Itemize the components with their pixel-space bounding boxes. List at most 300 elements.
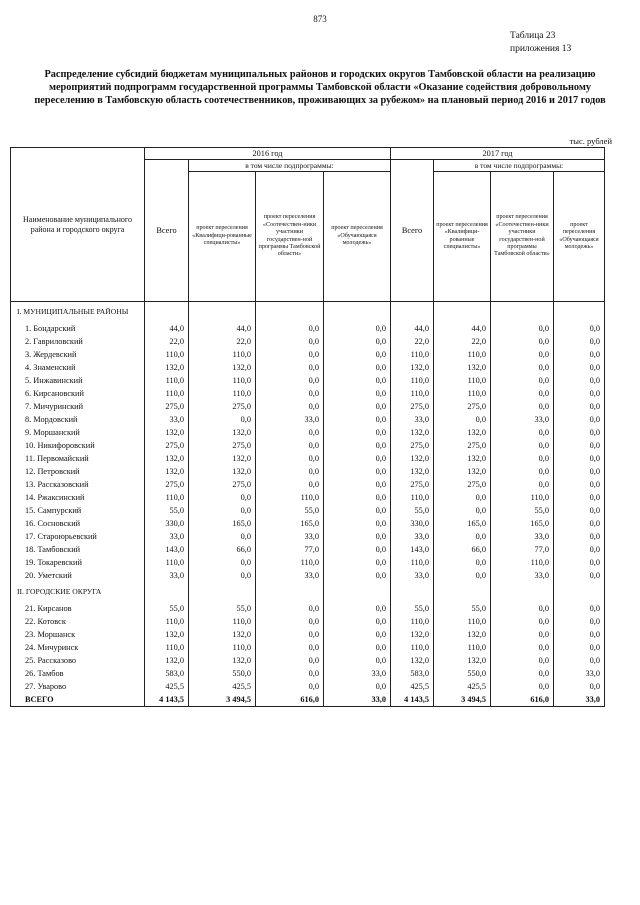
row-name: 9. Моршанский	[11, 426, 145, 439]
value-cell: 0,0	[256, 400, 324, 413]
row-name: 25. Рассказово	[11, 654, 145, 667]
value-cell: 0,0	[256, 654, 324, 667]
header-total-2017: Всего	[391, 160, 434, 302]
value-cell: 0,0	[324, 504, 391, 517]
value-cell: 330,0	[391, 517, 434, 530]
value-cell: 77,0	[491, 543, 554, 556]
value-cell: 0,0	[256, 602, 324, 615]
value-cell: 110,0	[391, 348, 434, 361]
empty-cell	[256, 302, 324, 323]
header-name-column: Наименование муниципального района и городского округа	[11, 148, 145, 302]
value-cell: 132,0	[145, 452, 189, 465]
table-row	[11, 628, 605, 641]
value-cell: 132,0	[434, 465, 491, 478]
value-cell: 0,0	[491, 452, 554, 465]
header-incl-2017: в том числе подпрограммы:	[434, 160, 605, 172]
table-row	[11, 641, 605, 654]
value-cell: 0,0	[256, 452, 324, 465]
empty-cell	[434, 302, 491, 323]
value-cell: 275,0	[145, 439, 189, 452]
value-cell: 0,0	[554, 530, 605, 543]
value-cell: 0,0	[324, 654, 391, 667]
value-cell: 110,0	[434, 348, 491, 361]
value-cell: 0,0	[554, 680, 605, 693]
value-cell: 132,0	[434, 628, 491, 641]
row-name: 11. Первомайский	[11, 452, 145, 465]
value-cell: 550,0	[189, 667, 256, 680]
value-cell: 132,0	[434, 361, 491, 374]
value-cell: 0,0	[554, 628, 605, 641]
value-cell: 110,0	[391, 615, 434, 628]
value-cell: 110,0	[391, 556, 434, 569]
table-ref-line2: приложения 13	[510, 44, 572, 54]
value-cell: 0,0	[554, 348, 605, 361]
empty-cell	[189, 302, 256, 323]
value-cell: 44,0	[189, 322, 256, 335]
value-cell: 132,0	[391, 361, 434, 374]
row-name: 26. Тамбов	[11, 667, 145, 680]
value-cell: 0,0	[491, 374, 554, 387]
header-sub1-2017: проект переселения «Квалифици-рованные специалисты»	[434, 172, 491, 302]
value-cell: 0,0	[324, 452, 391, 465]
value-cell: 275,0	[189, 439, 256, 452]
value-cell: 0,0	[554, 465, 605, 478]
value-cell: 0,0	[324, 491, 391, 504]
value-cell: 0,0	[554, 478, 605, 491]
value-cell: 275,0	[145, 400, 189, 413]
value-cell: 110,0	[434, 374, 491, 387]
value-cell: 275,0	[391, 439, 434, 452]
value-cell: 33,0	[491, 530, 554, 543]
value-cell: 110,0	[145, 641, 189, 654]
value-cell: 0,0	[324, 374, 391, 387]
value-cell: 33,0	[554, 667, 605, 680]
value-cell: 0,0	[491, 615, 554, 628]
empty-cell	[391, 582, 434, 602]
value-cell: 0,0	[324, 556, 391, 569]
value-cell: 425,5	[145, 680, 189, 693]
value-cell: 0,0	[189, 530, 256, 543]
value-cell: 77,0	[256, 543, 324, 556]
value-cell: 0,0	[324, 602, 391, 615]
value-cell: 132,0	[189, 628, 256, 641]
row-name: 7. Мичуринский	[11, 400, 145, 413]
row-name: 6. Кирсановский	[11, 387, 145, 400]
value-cell: 0,0	[256, 667, 324, 680]
value-cell: 275,0	[189, 400, 256, 413]
section-label: II. ГОРОДСКИЕ ОКРУГА	[11, 582, 145, 602]
title-line2: мероприятий подпрограмм государственной программы Тамбовской области «Оказание содействия добровольному	[48, 82, 592, 93]
value-cell: 0,0	[554, 439, 605, 452]
value-cell: 132,0	[434, 654, 491, 667]
value-cell: 0,0	[491, 361, 554, 374]
row-name: 19. Токаревский	[11, 556, 145, 569]
header-sub1-2016: проект переселения «Квалифици-рованные специалисты»	[189, 172, 256, 302]
value-cell: 0,0	[434, 413, 491, 426]
value-cell: 165,0	[434, 517, 491, 530]
value-cell: 44,0	[145, 322, 189, 335]
value-cell: 0,0	[491, 654, 554, 667]
value-cell: 132,0	[189, 361, 256, 374]
value-cell: 0,0	[434, 556, 491, 569]
row-name: 27. Уварово	[11, 680, 145, 693]
value-cell: 132,0	[145, 426, 189, 439]
value-cell: 0,0	[491, 478, 554, 491]
value-cell: 22,0	[189, 335, 256, 348]
value-cell: 0,0	[554, 569, 605, 582]
value-cell: 0,0	[256, 680, 324, 693]
value-cell: 0,0	[491, 426, 554, 439]
row-name: 21. Кирсанов	[11, 602, 145, 615]
value-cell: 110,0	[189, 374, 256, 387]
value-cell: 0,0	[324, 439, 391, 452]
value-cell: 0,0	[554, 543, 605, 556]
value-cell: 165,0	[256, 517, 324, 530]
value-cell: 0,0	[256, 615, 324, 628]
value-cell: 0,0	[491, 400, 554, 413]
value-cell: 22,0	[434, 335, 491, 348]
value-cell: 132,0	[391, 654, 434, 667]
value-cell: 110,0	[189, 615, 256, 628]
row-name: 8. Мордовский	[11, 413, 145, 426]
table-row	[11, 452, 605, 465]
value-cell: 0,0	[554, 602, 605, 615]
value-cell: 3 494,5	[189, 693, 256, 707]
value-cell: 0,0	[256, 374, 324, 387]
empty-cell	[491, 302, 554, 323]
value-cell: 0,0	[324, 400, 391, 413]
value-cell: 0,0	[256, 439, 324, 452]
value-cell: 0,0	[324, 615, 391, 628]
value-cell: 0,0	[491, 465, 554, 478]
title-line3: переселению в Тамбовскую область соотечественников, проживающих за рубежом» на плановый период 2016 и 2017 годов	[34, 95, 606, 106]
subsidy-table	[10, 147, 605, 707]
value-cell: 0,0	[324, 641, 391, 654]
value-cell: 0,0	[324, 530, 391, 543]
value-cell: 55,0	[491, 504, 554, 517]
value-cell: 0,0	[256, 335, 324, 348]
value-cell: 0,0	[189, 504, 256, 517]
value-cell: 0,0	[554, 504, 605, 517]
value-cell: 132,0	[145, 654, 189, 667]
value-cell: 110,0	[189, 348, 256, 361]
row-name: 5. Инжавинский	[11, 374, 145, 387]
header-year-2016: 2016 год	[145, 148, 391, 160]
value-cell: 132,0	[434, 452, 491, 465]
section-row-districts	[11, 302, 605, 323]
value-cell: 425,5	[391, 680, 434, 693]
value-cell: 275,0	[189, 478, 256, 491]
value-cell: 0,0	[434, 530, 491, 543]
value-cell: 0,0	[554, 491, 605, 504]
value-cell: 0,0	[324, 426, 391, 439]
header-sub3-2016: проект переселения «Обучающаяся молодежь»	[324, 172, 391, 302]
value-cell: 275,0	[391, 478, 434, 491]
value-cell: 0,0	[256, 641, 324, 654]
empty-cell	[554, 302, 605, 323]
value-cell: 44,0	[434, 322, 491, 335]
value-cell: 132,0	[189, 654, 256, 667]
value-cell: 33,0	[391, 530, 434, 543]
empty-cell	[256, 582, 324, 602]
value-cell: 0,0	[554, 335, 605, 348]
row-name: 12. Петровский	[11, 465, 145, 478]
value-cell: 33,0	[256, 569, 324, 582]
table-row	[11, 517, 605, 530]
value-cell: 55,0	[256, 504, 324, 517]
value-cell: 0,0	[491, 387, 554, 400]
empty-cell	[434, 582, 491, 602]
table-ref-line1: Таблица 23	[510, 31, 556, 41]
value-cell: 132,0	[391, 452, 434, 465]
header-sub2-2017: проект переселения «Соотечествен-ники участники государствен-ной программы Тамбовской области»	[491, 172, 554, 302]
value-cell: 0,0	[554, 413, 605, 426]
value-cell: 0,0	[554, 641, 605, 654]
value-cell: 110,0	[189, 387, 256, 400]
value-cell: 33,0	[324, 667, 391, 680]
value-cell: 33,0	[491, 413, 554, 426]
value-cell: 0,0	[256, 387, 324, 400]
table-row	[11, 615, 605, 628]
value-cell: 0,0	[324, 387, 391, 400]
row-name: 13. Рассказовский	[11, 478, 145, 491]
table-row	[11, 543, 605, 556]
value-cell: 132,0	[189, 426, 256, 439]
value-cell: 33,0	[554, 693, 605, 707]
row-name: 20. Уметский	[11, 569, 145, 582]
value-cell: 132,0	[391, 628, 434, 641]
value-cell: 110,0	[145, 491, 189, 504]
value-cell: 4 143,5	[391, 693, 434, 707]
value-cell: 110,0	[434, 641, 491, 654]
table-row	[11, 439, 605, 452]
value-cell: 110,0	[434, 387, 491, 400]
value-cell: 0,0	[324, 628, 391, 641]
row-name: 2. Гавриловский	[11, 335, 145, 348]
empty-cell	[145, 302, 189, 323]
value-cell: 110,0	[145, 387, 189, 400]
table-reference	[510, 30, 571, 56]
page-number: 873	[313, 14, 327, 24]
value-cell: 143,0	[145, 543, 189, 556]
row-name: 15. Сампурский	[11, 504, 145, 517]
document-title	[22, 68, 618, 107]
empty-cell	[189, 582, 256, 602]
value-cell: 0,0	[491, 641, 554, 654]
value-cell: 110,0	[145, 556, 189, 569]
value-cell: 0,0	[491, 335, 554, 348]
value-cell: 110,0	[256, 491, 324, 504]
value-cell: 132,0	[189, 465, 256, 478]
value-cell: 33,0	[145, 569, 189, 582]
value-cell: 0,0	[324, 335, 391, 348]
value-cell: 0,0	[324, 680, 391, 693]
value-cell: 0,0	[324, 543, 391, 556]
table-row	[11, 426, 605, 439]
value-cell: 0,0	[554, 615, 605, 628]
table-row	[11, 654, 605, 667]
value-cell: 33,0	[145, 530, 189, 543]
value-cell: 110,0	[145, 615, 189, 628]
value-cell: 275,0	[434, 478, 491, 491]
value-cell: 33,0	[391, 413, 434, 426]
value-cell: 0,0	[554, 654, 605, 667]
value-cell: 275,0	[434, 439, 491, 452]
value-cell: 66,0	[189, 543, 256, 556]
value-cell: 330,0	[145, 517, 189, 530]
table-row	[11, 322, 605, 335]
empty-cell	[324, 302, 391, 323]
value-cell: 110,0	[256, 556, 324, 569]
value-cell: 0,0	[189, 569, 256, 582]
value-cell: 22,0	[145, 335, 189, 348]
value-cell: 165,0	[189, 517, 256, 530]
empty-cell	[491, 582, 554, 602]
value-cell: 33,0	[391, 569, 434, 582]
table-row	[11, 374, 605, 387]
value-cell: 55,0	[434, 602, 491, 615]
value-cell: 0,0	[189, 413, 256, 426]
value-cell: 0,0	[256, 348, 324, 361]
table-row	[11, 602, 605, 615]
value-cell: 55,0	[145, 504, 189, 517]
table-row	[11, 400, 605, 413]
value-cell: 55,0	[145, 602, 189, 615]
value-cell: 33,0	[145, 413, 189, 426]
value-cell: 0,0	[256, 361, 324, 374]
table-row	[11, 680, 605, 693]
section-row-cities	[11, 582, 605, 602]
value-cell: 616,0	[491, 693, 554, 707]
value-cell: 0,0	[434, 491, 491, 504]
header-incl-2016: в том числе подпрограммы:	[189, 160, 391, 172]
value-cell: 0,0	[324, 517, 391, 530]
value-cell: 275,0	[391, 400, 434, 413]
value-cell: 4 143,5	[145, 693, 189, 707]
header-sub2-2016: проект переселения «Соотечествен-ники участники государствен-ной программы Тамбовской области»	[256, 172, 324, 302]
empty-cell	[391, 302, 434, 323]
value-cell: 583,0	[145, 667, 189, 680]
table-row	[11, 569, 605, 582]
value-cell: 110,0	[391, 491, 434, 504]
value-cell: 55,0	[189, 602, 256, 615]
value-cell: 44,0	[391, 322, 434, 335]
empty-cell	[145, 582, 189, 602]
row-name: 17. Староюрьевский	[11, 530, 145, 543]
value-cell: 110,0	[189, 641, 256, 654]
table-row	[11, 387, 605, 400]
value-cell: 132,0	[145, 361, 189, 374]
value-cell: 0,0	[256, 628, 324, 641]
value-cell: 33,0	[256, 413, 324, 426]
value-cell: 0,0	[324, 361, 391, 374]
value-cell: 55,0	[391, 602, 434, 615]
table-row	[11, 465, 605, 478]
value-cell: 3 494,5	[434, 693, 491, 707]
value-cell: 33,0	[256, 530, 324, 543]
empty-cell	[554, 582, 605, 602]
value-cell: 0,0	[554, 556, 605, 569]
value-cell: 0,0	[554, 374, 605, 387]
value-cell: 143,0	[391, 543, 434, 556]
row-name: 4. Знаменский	[11, 361, 145, 374]
value-cell: 0,0	[491, 322, 554, 335]
row-name: 14. Ржаксинский	[11, 491, 145, 504]
value-cell: 425,5	[434, 680, 491, 693]
value-cell: 0,0	[554, 361, 605, 374]
value-cell: 66,0	[434, 543, 491, 556]
value-cell: 275,0	[434, 400, 491, 413]
table-row	[11, 504, 605, 517]
value-cell: 110,0	[391, 641, 434, 654]
header-total-2016: Всего	[145, 160, 189, 302]
value-cell: 0,0	[256, 426, 324, 439]
header-year-2017: 2017 год	[391, 148, 605, 160]
value-cell: 0,0	[324, 413, 391, 426]
header-sub3-2017: проект переселения «Обучающаяся молодежь»	[554, 172, 605, 302]
value-cell: 0,0	[491, 667, 554, 680]
value-cell: 0,0	[554, 387, 605, 400]
value-cell: 132,0	[189, 452, 256, 465]
value-cell: 132,0	[391, 426, 434, 439]
value-cell: 275,0	[145, 478, 189, 491]
value-cell: 110,0	[491, 556, 554, 569]
value-cell: 132,0	[145, 628, 189, 641]
value-cell: 0,0	[324, 322, 391, 335]
value-cell: 110,0	[391, 387, 434, 400]
value-cell: 0,0	[491, 439, 554, 452]
value-cell: 616,0	[256, 693, 324, 707]
value-cell: 33,0	[324, 693, 391, 707]
row-name: 22. Котовск	[11, 615, 145, 628]
table-row	[11, 693, 605, 707]
table-row	[11, 530, 605, 543]
table-row	[11, 335, 605, 348]
value-cell: 0,0	[324, 569, 391, 582]
title-line1: Распределение субсидий бюджетам муниципальных районов и городских округов Тамбовской области на реализацию	[44, 69, 596, 80]
value-cell: 110,0	[434, 615, 491, 628]
empty-cell	[324, 582, 391, 602]
value-cell: 0,0	[189, 491, 256, 504]
value-cell: 132,0	[391, 465, 434, 478]
row-name: 16. Сосновский	[11, 517, 145, 530]
value-cell: 0,0	[554, 400, 605, 413]
value-cell: 425,5	[189, 680, 256, 693]
row-name: 3. Жердевский	[11, 348, 145, 361]
value-cell: 0,0	[256, 478, 324, 491]
value-cell: 0,0	[324, 348, 391, 361]
table-row	[11, 491, 605, 504]
value-cell: 583,0	[391, 667, 434, 680]
value-cell: 550,0	[434, 667, 491, 680]
value-cell: 0,0	[554, 322, 605, 335]
value-cell: 33,0	[491, 569, 554, 582]
value-cell: 132,0	[145, 465, 189, 478]
value-cell: 0,0	[491, 348, 554, 361]
row-name: 24. Мичуринск	[11, 641, 145, 654]
value-cell: 0,0	[256, 465, 324, 478]
table-row	[11, 361, 605, 374]
value-cell: 0,0	[434, 504, 491, 517]
value-cell: 0,0	[554, 517, 605, 530]
row-name: 1. Бондарский	[11, 322, 145, 335]
section-label: I. МУНИЦИПАЛЬНЫЕ РАЙОНЫ	[11, 302, 145, 323]
value-cell: 110,0	[491, 491, 554, 504]
value-cell: 0,0	[256, 322, 324, 335]
value-cell: 0,0	[491, 628, 554, 641]
value-cell: 165,0	[491, 517, 554, 530]
table-row	[11, 556, 605, 569]
